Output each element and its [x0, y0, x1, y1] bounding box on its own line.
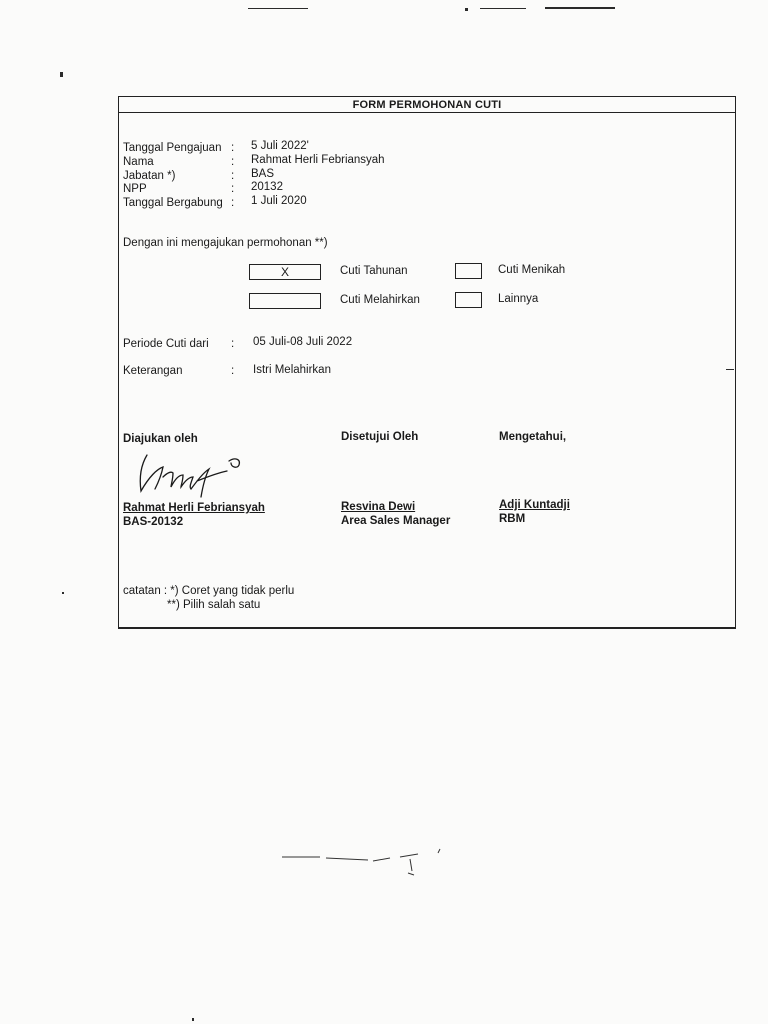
signatory-role: RBM [499, 513, 526, 525]
scan-mark [62, 592, 64, 594]
request-intro: Dengan ini mengajukan permohonan **) [123, 237, 328, 249]
remarks-sep: : [231, 365, 235, 377]
scan-mark [192, 1018, 194, 1021]
detail-sep: : [231, 170, 235, 182]
checkbox-cuti-melahirkan[interactable] [249, 293, 321, 309]
signatory-role: BAS-20132 [123, 516, 184, 528]
detail-sep: : [231, 197, 235, 209]
detail-label: Jabatan *) [123, 170, 176, 182]
checkbox-cuti-menikah[interactable] [455, 263, 482, 279]
detail-value: 5 Juli 2022' [251, 140, 309, 152]
checkbox-lainnya[interactable] [455, 292, 482, 308]
detail-value: 20132 [251, 181, 283, 193]
title-divider [119, 112, 735, 113]
period-sep: : [231, 338, 235, 350]
detail-sep: : [231, 183, 235, 195]
note-line-2: **) Pilih salah satu [167, 599, 261, 611]
signature-heading: Disetujui Oleh [341, 431, 419, 443]
checkbox-cuti-tahunan[interactable]: X [249, 264, 321, 280]
remarks-label: Keterangan [123, 365, 183, 377]
option-label: Cuti Melahirkan [340, 294, 420, 306]
detail-sep: : [231, 156, 235, 168]
detail-sep: : [231, 142, 235, 154]
form-title: FORM PERMOHONAN CUTI [352, 99, 502, 111]
option-label: Lainnya [498, 293, 539, 305]
option-label: Cuti Menikah [498, 264, 566, 276]
remarks-value: Istri Melahirkan [253, 364, 331, 376]
signatory-name: Resvina Dewi [341, 501, 416, 513]
detail-value: Rahmat Herli Febriansyah [251, 154, 385, 166]
detail-label: Tanggal Bergabung [123, 197, 223, 209]
scan-mark [465, 8, 468, 11]
scan-mark [60, 72, 63, 77]
scan-mark [545, 7, 615, 9]
detail-label: Nama [123, 156, 154, 168]
detail-label: NPP [123, 183, 147, 195]
scan-scribble [280, 845, 450, 885]
period-value: 05 Juli-08 Juli 2022 [253, 336, 353, 348]
signatory-role: Area Sales Manager [341, 515, 451, 527]
scan-mark [248, 8, 308, 9]
signature-heading: Mengetahui, [499, 431, 567, 443]
option-label: Cuti Tahunan [340, 265, 408, 277]
signatory-name: Rahmat Herli Febriansyah [123, 502, 265, 514]
detail-value: BAS [251, 168, 275, 180]
signature-heading: Diajukan oleh [123, 433, 198, 445]
detail-label: Tanggal Pengajuan [123, 142, 222, 154]
leave-request-form [118, 96, 736, 629]
detail-value: 1 Juli 2020 [251, 195, 307, 207]
signatory-name: Adji Kuntadji [499, 499, 570, 511]
handwritten-signature [127, 447, 257, 507]
scan-mark [480, 8, 526, 9]
note-line-1: catatan : *) Coret yang tidak perlu [123, 585, 295, 597]
period-label: Periode Cuti dari [123, 338, 209, 350]
